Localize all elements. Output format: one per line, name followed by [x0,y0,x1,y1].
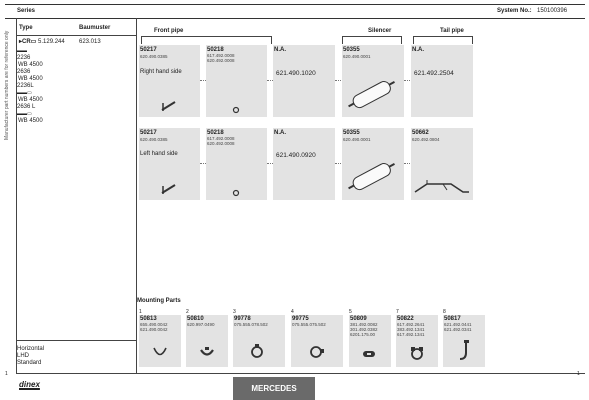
oe-code: 620.490.0001 [343,54,371,59]
clamp-icon [151,345,169,359]
group-front-pipe: Front pipe [154,28,184,34]
mount-codes: 381.492.0082 301.492.0382 6201.175.00 [350,322,378,337]
group-tail-pipe: Tail pipe [440,28,464,34]
variant-icon-3: ▬▬▭ [17,111,32,117]
mount-index: 8 [443,309,446,315]
clamp-icon [307,343,325,359]
mount-codes: 620.997.0490 [187,322,215,327]
mount-number: 50813 [140,316,157,322]
model-code: 623.013 [79,39,101,45]
clamp-icon [198,345,216,359]
mount-number: 50817 [444,316,461,322]
row-label: Right hand side [140,69,182,75]
tail-pipe-icon [413,178,471,198]
model-icon: ▸CR▭ [19,39,37,45]
part-number: 50662 [412,130,429,136]
oe-codes: 617.492.0008 620.492.0008 [207,136,235,146]
mounting-item[interactable] [139,309,181,367]
model-line: ▸CR▭ 5.129.244 [19,39,65,45]
oe-code-large: 621.492.2504 [414,70,454,77]
mount-number: 50822 [397,316,414,322]
silencer-icon [344,158,400,196]
mount-number: 99778 [234,316,251,322]
gasket-icon [232,189,240,197]
mount-index: 7 [396,309,399,315]
mounting-item[interactable] [396,309,438,367]
part-number: 50217 [140,47,157,53]
left-footer: Horizontal LHD Standard [17,346,45,366]
oe-code: 620.490.0385 [140,137,168,142]
mounting-item[interactable] [443,309,485,367]
mount-index: 1 [139,309,142,315]
variant-list: ▬▬ 2236 WB 4500 2636 WB 4500 2236L ▬▬▭ WB 4500 2636 L ▬▬▭ WB 4500 [17,48,43,124]
rubber-mount-icon [362,349,376,359]
oe-code: 620.490.0001 [343,137,371,142]
variant-icon: ▬▬ [17,48,27,54]
mount-codes: 655.490.0042 621.490.0042 [140,322,168,332]
series-label: Series [17,8,36,14]
mount-codes: 075.555.075.502 [292,322,326,327]
variant-icon-2: ▬▬▭ [17,90,32,96]
dinex-logo [19,380,40,389]
mount-codes: 621.492.0441 621.492.0341 [444,322,472,332]
oe-code: 620.490.0385 [140,54,168,59]
part-number: N.A. [412,47,424,53]
oe-code-large: 621.490.0920 [276,152,316,159]
bracket-icon [457,339,471,361]
col-baumuster: Baumuster [79,25,111,31]
mounting-title: Mounting Parts [137,298,181,304]
oe-code-large: 621.490.1020 [276,70,316,77]
oe-codes: 617.492.0008 620.492.0008 [207,53,235,63]
mount-codes: 075.555.078.502 [234,322,268,327]
brand-banner: MERCEDES [233,377,315,400]
mount-codes: 617.492.2641 383.492.1341 617.492.1341 [397,322,425,337]
mount-index: 3 [233,309,236,315]
silencer-icon [344,76,400,114]
gasket-icon [232,106,240,114]
dinex-logo-icon: dinex [19,380,40,389]
part-number: N.A. [274,130,286,136]
clamp-icon [249,343,265,359]
part-cell[interactable] [273,128,335,200]
page-number-left: 1 [5,371,8,377]
part-cell[interactable] [411,45,473,117]
mounting-item[interactable] [186,309,228,367]
front-pipe-icon [160,183,178,195]
front-pipe-icon [160,100,178,112]
mounting-list [139,309,579,369]
part-number: 50218 [207,47,224,53]
side-disclaimer: Manufacturer part numbers are for reference only [4,30,10,140]
mount-index: 4 [291,309,294,315]
part-number: 50355 [343,130,360,136]
group-silencer: Silencer [368,28,392,34]
page-number-right: 1 [577,371,580,377]
part-number: 50218 [207,130,224,136]
mount-number: 50810 [187,316,204,322]
mount-number: 99775 [292,316,309,322]
mount-number: 50809 [350,316,367,322]
mounting-item[interactable] [233,309,285,367]
part-number: 50217 [140,130,157,136]
system-number: 150100396 [537,8,568,14]
part-number: N.A. [274,47,286,53]
part-cell[interactable] [273,45,335,117]
row-label: Left hand side [140,151,178,157]
mount-index: 2 [186,309,189,315]
part-number: 50355 [343,47,360,53]
col-type: Type [19,25,33,31]
clamp-icon [408,345,426,361]
system-label: System No.: [497,8,532,14]
mounting-item[interactable] [349,309,391,367]
oe-code: 620.492.0804 [412,137,440,142]
mounting-item[interactable] [291,309,343,367]
mount-index: 5 [349,309,352,315]
